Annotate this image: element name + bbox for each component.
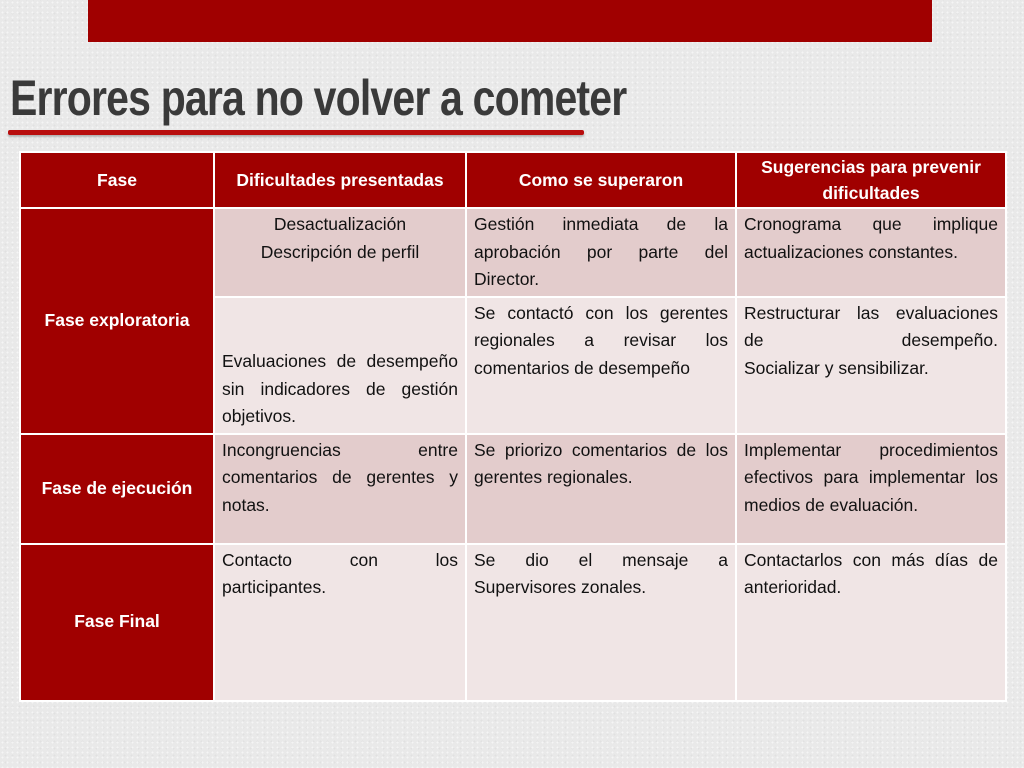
phase-cell-final: Fase Final (20, 544, 214, 701)
como-cell: Se priorizo comentarios de los gerentes regionales. (466, 434, 736, 544)
como-cell: Se contactó con los gerentes regionales a revisar los comentarios de desempeño (466, 297, 736, 434)
dificultad-cell: Evaluaciones de desempeño sin indicadores de gestión objetivos. (214, 297, 466, 434)
phase-cell-ejecucion: Fase de ejecución (20, 434, 214, 544)
sugerencia-cell: Implementar procedimientos efectivos para implementar los medios de evaluación. (736, 434, 1006, 544)
table-row (20, 544, 1006, 701)
dificultad-cell: Incongruencias entre comentarios de gerentes y notas. (214, 434, 466, 544)
errors-table (19, 151, 1007, 702)
title-underline (8, 130, 584, 135)
header-como: Como se superaron (466, 152, 736, 208)
sugerencia-line: Socializar y sensibilizar. (744, 357, 929, 378)
header-fase: Fase (20, 152, 214, 208)
header-row (20, 152, 1006, 208)
table-row (20, 208, 1006, 297)
header-dificultades: Dificultades presentadas (214, 152, 466, 208)
como-cell: Gestión inmediata de la aprobación por parte del Director. (466, 208, 736, 297)
sugerencia-cell: Cronograma que implique actualizaciones constantes. (736, 208, 1006, 297)
dificultad-line: Desactualización (273, 214, 407, 234)
sugerencia-line: Restructurar las evaluaciones de desempeño. (744, 302, 998, 350)
como-cell: Se dio el mensaje a Supervisores zonales. (466, 544, 736, 701)
sugerencia-cell: Contactarlos con más días de anterioridad. (736, 544, 1006, 701)
phase-cell-exploratoria: Fase exploratoria (20, 208, 214, 434)
dificultad-cell: Contacto con los participantes. (214, 544, 466, 701)
top-accent-bar (88, 0, 932, 42)
header-sugerencias: Sugerencias para prevenir dificultades (736, 152, 1006, 208)
errors-table-container (19, 151, 1007, 702)
sugerencia-cell (736, 297, 1006, 434)
table-row (20, 434, 1006, 544)
slide-title: Errores para no volver a cometer (10, 70, 627, 126)
dificultad-cell (214, 208, 466, 297)
dificultad-line: Descripción de perfil (260, 241, 420, 262)
